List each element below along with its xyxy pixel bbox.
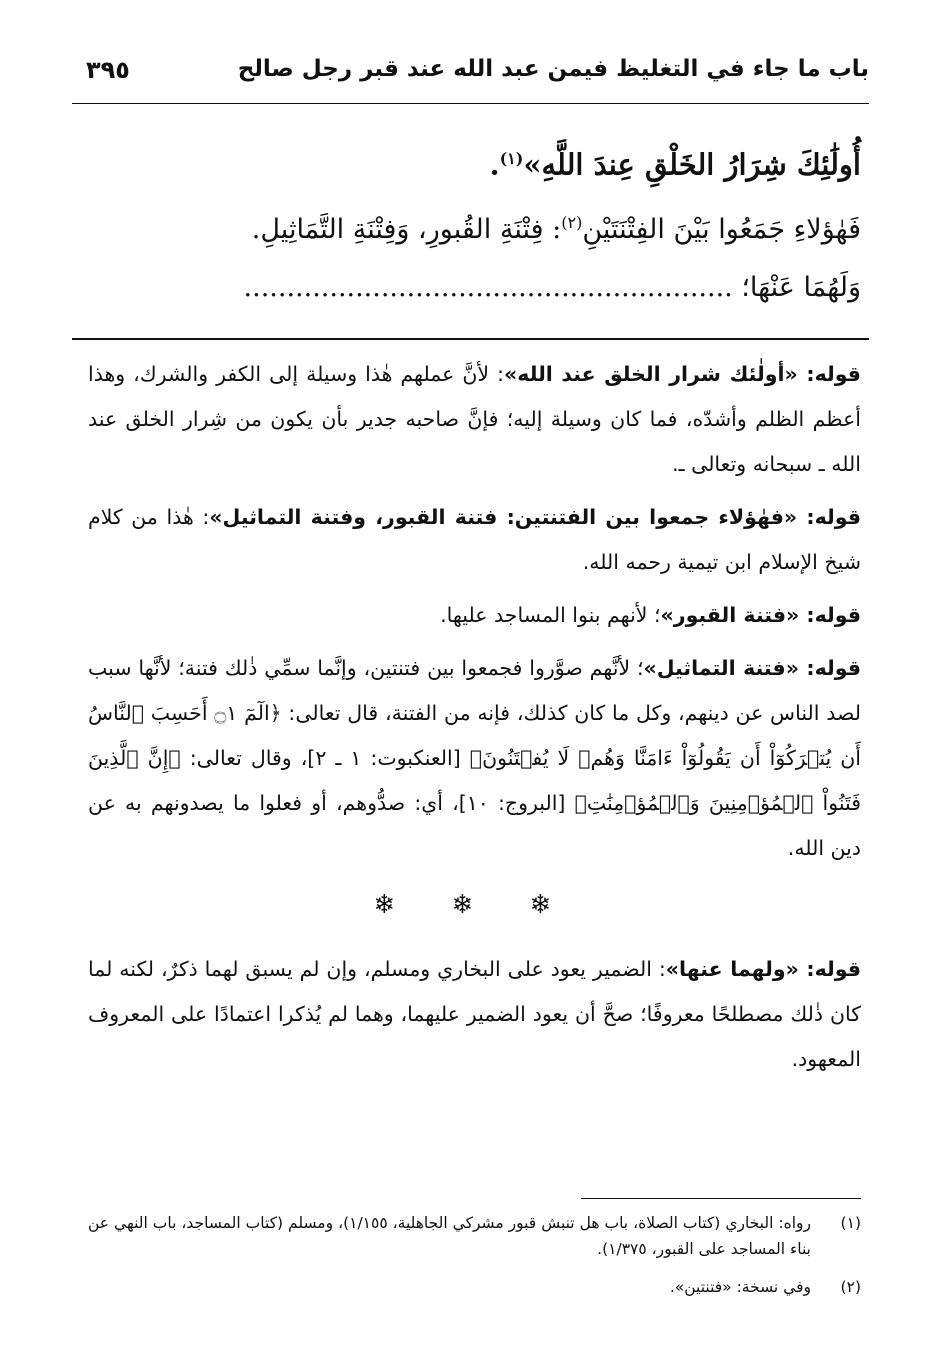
paragraph-2-text: : هٰذا من كلام شيخ الإسلام ابن تيمية رحمه الله.: [88, 505, 861, 574]
paragraph-2-lead: قوله: «فهٰؤلاء جمعوا بين الفتنتين: فتنة القبور، وفتنة التماثيل»: [209, 505, 861, 529]
page-number: ٣٩٥: [86, 56, 130, 84]
footnote-2-number: (٢): [840, 1278, 861, 1296]
commentary-paragraph-3: [88, 593, 861, 638]
commentary-paragraph-5: [88, 947, 861, 1082]
base-text-line-1-end: .: [489, 147, 500, 182]
commentary-paragraph-4: [88, 646, 861, 871]
section-separator: [72, 338, 869, 340]
base-text-line-2-b: : فِتْنَةِ القُبورِ، وَفِتْنَةِ التَّمَاثِيلِ.: [251, 213, 562, 245]
base-text-line-3: [80, 259, 861, 317]
paragraph-4-text: ؛ لأنَّهم صوَّروا فجمعوا بين فتنتين، وإنَّما سمِّي ذٰلك فتنة؛ لأنَّها سبب لصد الناس عن دينهم، وكل ما كان كذلك، فإنه من الفتنة، قال تعالى: ﴿الٓمٓ ۝١ أَحَسِبَ ٱلنَّاسُ أَن يُتۡرَكُوٓاْ أَن يَقُولُوٓاْ ءَامَنَّا وَهُمۡ لَا يُفۡتَنُونَ﴾ [العنكبوت: ١ ـ ٢]، وقال تعالى: ﴿إِنَّ ٱلَّذِينَ فَتَنُواْ ٱلۡمُؤۡمِنِينَ وَٱلۡمُؤۡمِنَٰتِ﴾ [البروج: ١٠]، أي: صدُّوهم، أو فعلوا ما يصدونهم به عن دين الله.: [88, 656, 861, 860]
base-text-line-1-text: أُولَٰئِكَ شِرَارُ الخَلْقِ عِندَ اللَّهِ»: [523, 147, 861, 182]
footnote-1-number: (١): [840, 1214, 861, 1232]
paragraph-4-lead: قوله: «فتنة التماثيل»: [643, 656, 861, 680]
footnote-2: [88, 1274, 861, 1300]
base-text: [80, 130, 861, 317]
chapter-title: باب ما جاء في التغليظ فيمن عبد الله عند قبر رجل صالح: [237, 56, 869, 82]
base-text-line-1: [80, 130, 861, 194]
header-rule: [72, 103, 869, 104]
paragraph-5-text: : الضمير يعود على البخاري ومسلم، وإن لم يسبق لهما ذكرٌ، لكنه لما كان ذٰلك مصطلحًا معروفًا؛ صحَّ أن يعود الضمير عليهما، وهما لم يُذكرا اعتمادًا على المعروف المعهود.: [88, 957, 861, 1071]
footnote-1: [88, 1210, 861, 1262]
base-text-line-2-a: فَهٰؤلاءِ جَمَعُوا بَيْنَ الفِتْنَتَيْنِ: [582, 213, 861, 245]
footnote-rule: [581, 1198, 861, 1199]
paragraph-3-text: ؛ لأنهم بنوا المساجد عليها.: [440, 603, 661, 627]
paragraph-1-lead: قوله: «أولٰئك شرار الخلق عند الله»: [504, 362, 861, 386]
ellipsis-dots: .........................................................: [243, 271, 733, 303]
footnotes: [88, 1210, 861, 1312]
section-break-stars: ❄ ❄ ❄: [373, 890, 576, 920]
base-text-line-2: [80, 194, 861, 259]
commentary: [88, 352, 861, 1090]
footnote-ref-2[interactable]: (٢): [561, 212, 583, 232]
footnote-ref-1[interactable]: (١): [499, 149, 524, 168]
footnote-1-text: رواه: البخاري (كتاب الصلاة، باب هل تنبش قبور مشركي الجاهلية، ١/١٥٥)، ومسلم (كتاب المساجد، باب النهي عن بناء المساجد على القبور، ١/٣٧٥).: [88, 1214, 811, 1258]
paragraph-5-lead: قوله: «ولهما عنها»: [665, 957, 861, 981]
paragraph-3-lead: قوله: «فتنة القبور»: [660, 603, 861, 627]
commentary-paragraph-2: [88, 495, 861, 585]
footnote-2-text: وفي نسخة: «فتنتين».: [669, 1278, 811, 1296]
paragraph-1-text: : لأنَّ عملهم هٰذا وسيلة إلى الكفر والشرك، وهذا أعظم الظلم وأشدّه، فما كان وسيلة إليه؛ فإنَّ صاحبه جدير بأن يكون من شِرار الخلق عند الله ـ سبحانه وتعالى ـ.: [88, 362, 861, 476]
commentary-paragraph-1: [88, 352, 861, 487]
base-text-line-3-text: وَلَهُمَا عَنْهَا؛: [741, 271, 861, 303]
running-header: [72, 56, 869, 96]
